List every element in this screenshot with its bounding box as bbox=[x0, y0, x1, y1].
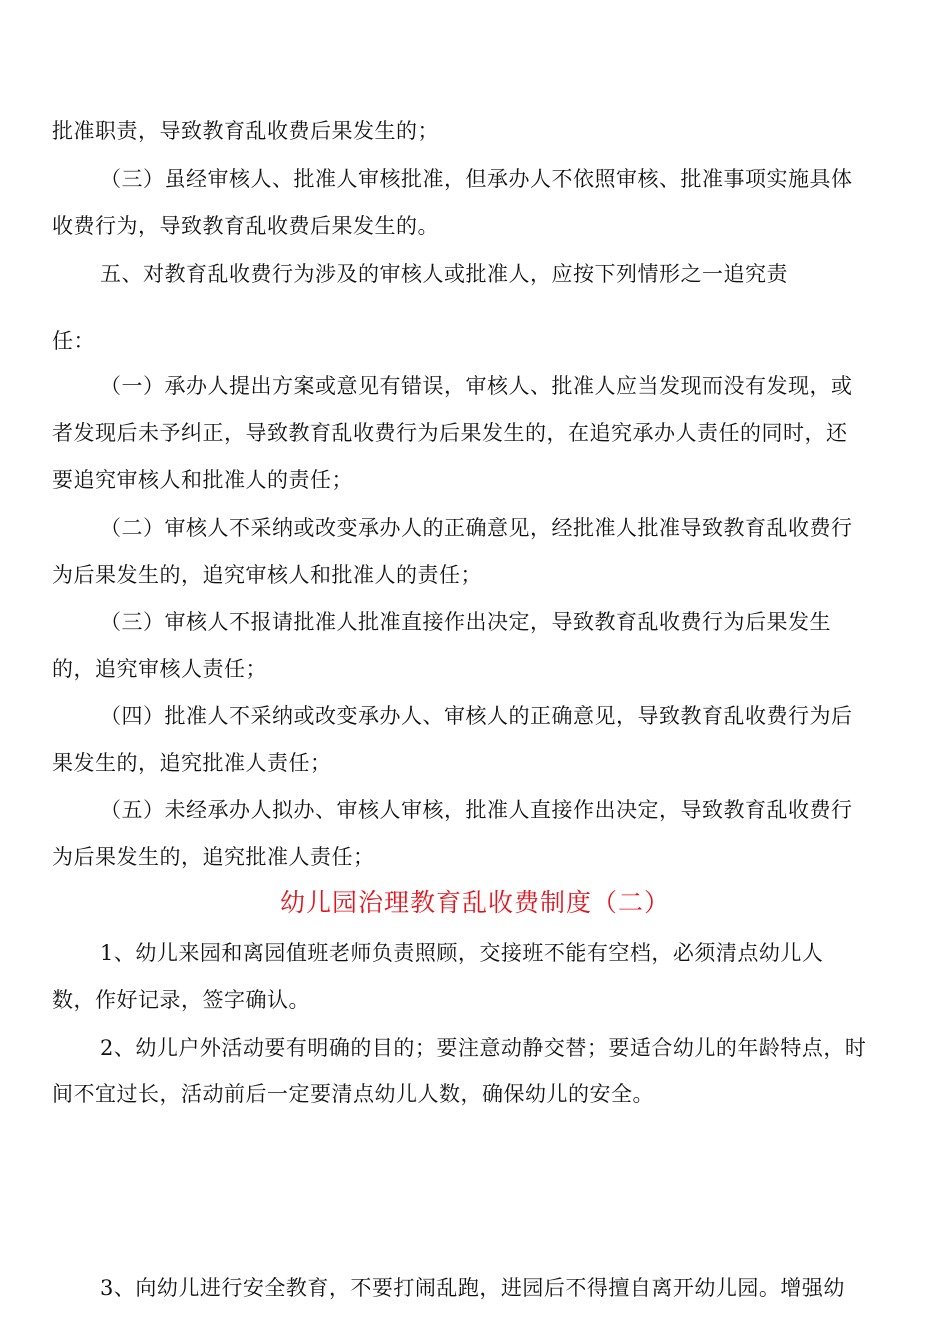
paragraph-line: 间不宜过长，活动前后一定要清点幼儿人数，确保幼儿的安全。 bbox=[52, 1082, 654, 1106]
paragraph-line: 收费行为，导致教育乱收费后果发生的。 bbox=[52, 214, 439, 238]
paragraph-line: （一）承办人提出方案或意见有错误，审核人、批准人应当发现而没有发现，或 bbox=[100, 374, 853, 398]
paragraph-line: 1、幼儿来园和离园值班老师负责照顾，交接班不能有空档，必须清点幼儿人 bbox=[100, 941, 824, 965]
paragraph-line: 的，追究审核人责任； bbox=[52, 657, 267, 681]
paragraph-line: 为后果发生的，追究审核人和批准人的责任； bbox=[52, 563, 482, 587]
paragraph-line: 3、向幼儿进行安全教育，不要打闹乱跑，进园后不得擅自离开幼儿园。增强幼 bbox=[100, 1276, 845, 1300]
paragraph-line: （三）虽经审核人、批准人审核批准，但承办人不依照审核、批准事项实施具体 bbox=[100, 167, 853, 191]
paragraph-line: 批准职责，导致教育乱收费后果发生的； bbox=[52, 119, 439, 143]
paragraph-line: 者发现后未予纠正，导致教育乱收费行为后果发生的，在追究承办人责任的同时，还 bbox=[52, 421, 848, 445]
paragraph-line: 果发生的，追究批准人责任； bbox=[52, 751, 332, 775]
paragraph-line: 为后果发生的，追究批准人责任； bbox=[52, 845, 375, 869]
paragraph-line: 2、幼儿户外活动要有明确的目的；要注意动静交替；要适合幼儿的年龄特点，时 bbox=[100, 1036, 867, 1060]
paragraph-line: （二）审核人不采纳或改变承办人的正确意见，经批准人批准导致教育乱收费行 bbox=[100, 516, 853, 540]
paragraph-line: 五、对教育乱收费行为涉及的审核人或批准人，应按下列情形之一追究责 bbox=[100, 262, 788, 286]
paragraph-line: （四）批准人不采纳或改变承办人、审核人的正确意见，导致教育乱收费行为后 bbox=[100, 704, 853, 728]
paragraph-line: （五）未经承办人拟办、审核人审核，批准人直接作出决定，导致教育乱收费行 bbox=[100, 798, 853, 822]
section-heading: 幼儿园治理教育乱收费制度（二） bbox=[279, 888, 670, 917]
paragraph-line: 数，作好记录，签字确认。 bbox=[52, 988, 310, 1012]
paragraph-line: （三）审核人不报请批准人批准直接作出决定，导致教育乱收费行为后果发生 bbox=[100, 610, 831, 634]
paragraph-line: 任： bbox=[52, 329, 95, 353]
paragraph-line: 要追究审核人和批准人的责任； bbox=[52, 468, 353, 492]
